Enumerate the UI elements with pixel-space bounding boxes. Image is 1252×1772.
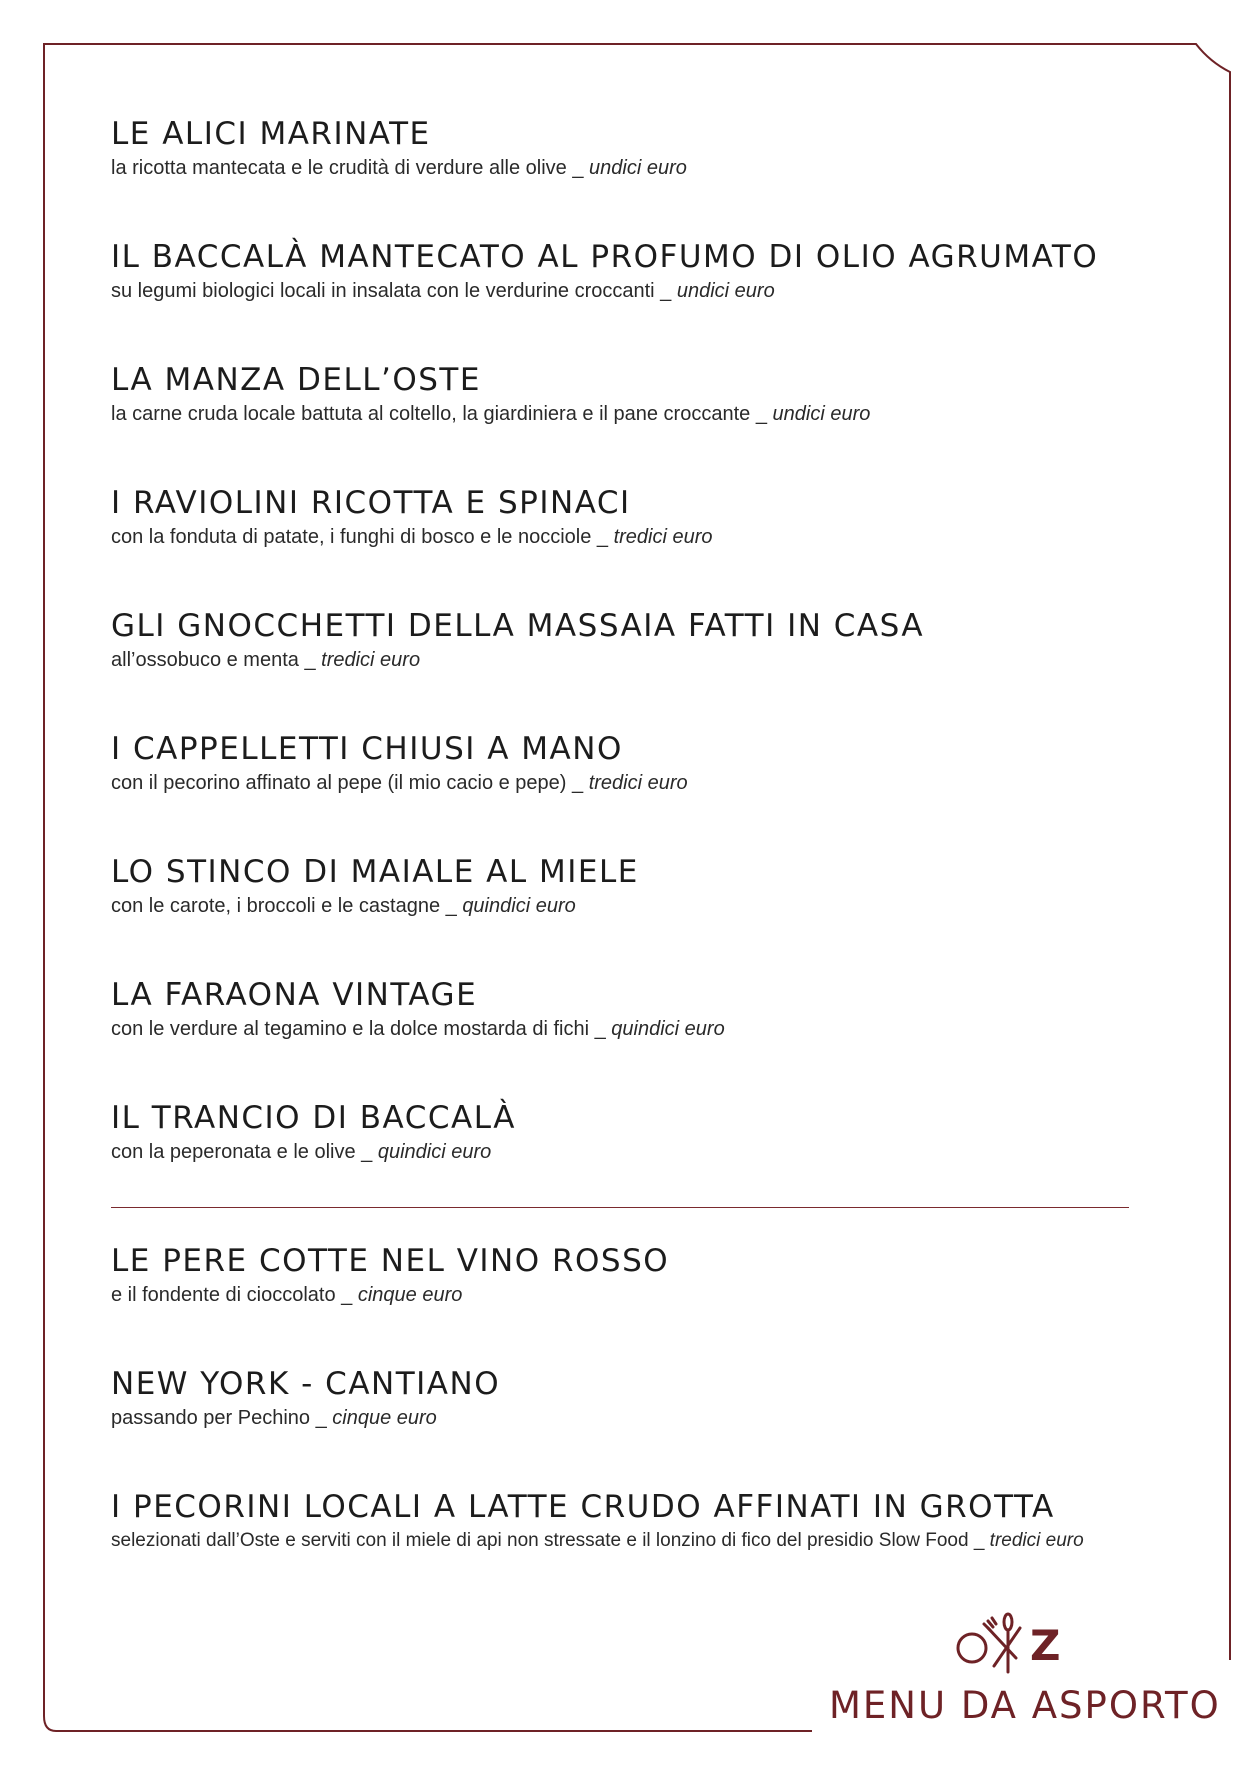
dish-name: I PECORINI LOCALI A LATTE CRUDO AFFINATI IN GROTTA (111, 1489, 1055, 1525)
dish-item (111, 237, 1171, 360)
dish-item (111, 1241, 1191, 1364)
footer-title: MENU DA ASPORTO (829, 1684, 1221, 1727)
dish-price: undici euro (589, 157, 687, 179)
dish-description: con il pecorino affinato al pepe (il mio cacio e pepe) _ tredici euro (111, 772, 688, 794)
dish-price: tredici euro (588, 772, 688, 794)
dish-name: IL BACCALÀ MANTECATO AL PROFUMO DI OLIO AGRUMATO (111, 239, 1099, 275)
dish-item (111, 852, 1171, 975)
dish-price: quindici euro (377, 1141, 492, 1163)
dish-name: IL TRANCIO DI BACCALÀ (111, 1100, 516, 1136)
dish-description: con la peperonata e le olive _ quindici euro (111, 1141, 492, 1163)
dish-price: cinque euro (357, 1284, 463, 1306)
dish-description: e il fondente di cioccolato _ cinque euro (111, 1284, 463, 1306)
dish-price: undici euro (772, 403, 871, 425)
dish-price: quindici euro (611, 1018, 725, 1040)
dish-item (111, 1364, 1191, 1487)
dish-description: su legumi biologici locali in insalata con le verdurine croccanti _ undici euro (111, 280, 775, 302)
dish-description: con le carote, i broccoli e le castagne _ quindici euro (111, 895, 576, 917)
logo-letter: Z (1030, 1621, 1061, 1670)
dish-name: I CAPPELLETTI CHIUSI A MANO (111, 731, 623, 767)
dish-item (111, 729, 1171, 852)
dish-price: quindici euro (462, 895, 576, 917)
dish-price: tredici euro (989, 1530, 1084, 1551)
logo-circle (958, 1634, 986, 1662)
dish-name: NEW YORK - CANTIANO (111, 1366, 501, 1402)
dish-name: LE ALICI MARINATE (111, 116, 431, 152)
dish-price: tredici euro (321, 649, 421, 671)
section-divider (111, 1207, 1129, 1208)
dish-item (111, 483, 1171, 606)
dish-description: la carne cruda locale battuta al coltello, la giardiniera e il pane croccante _ undici euro (111, 403, 871, 425)
dish-name: LA MANZA DELL’OSTE (111, 362, 481, 398)
dish-name: LE PERE COTTE NEL VINO ROSSO (111, 1243, 670, 1279)
dish-price: undici euro (676, 280, 775, 302)
desserts-list (111, 1241, 1191, 1610)
dish-price: cinque euro (332, 1407, 437, 1429)
restaurant-logo (954, 1608, 1094, 1678)
fork-knife-spoon-icon (984, 1614, 1020, 1672)
dish-item (111, 606, 1171, 729)
dish-name: LO STINCO DI MAIALE AL MIELE (111, 854, 639, 890)
dish-name: I RAVIOLINI RICOTTA E SPINACI (111, 485, 631, 521)
dish-description: all’ossobuco e menta _ tredici euro (111, 649, 421, 671)
dish-name: GLI GNOCCHETTI DELLA MASSAIA FATTI IN CASA (111, 608, 925, 644)
dish-name: LA FARAONA VINTAGE (111, 977, 478, 1013)
dish-description: con la fonduta di patate, i funghi di bosco e le nocciole _ tredici euro (111, 526, 713, 548)
dish-item (111, 975, 1171, 1098)
main-courses-list (111, 114, 1171, 1221)
dish-description: la ricotta mantecata e le crudità di verdure alle olive _ undici euro (111, 157, 687, 179)
dish-price: tredici euro (613, 526, 713, 548)
dish-description: selezionati dall’Oste e serviti con il miele di api non stressate e il lonzino di fico del presidio Slow Food _ tredici euro (111, 1530, 1084, 1551)
dish-item (111, 1487, 1191, 1610)
dish-item (111, 1098, 1171, 1221)
dish-description: passando per Pechino _ cinque euro (111, 1407, 437, 1429)
dish-item (111, 114, 1171, 237)
dish-description: con le verdure al tegamino e la dolce mostarda di fichi _ quindici euro (111, 1018, 725, 1040)
dish-item (111, 360, 1171, 483)
